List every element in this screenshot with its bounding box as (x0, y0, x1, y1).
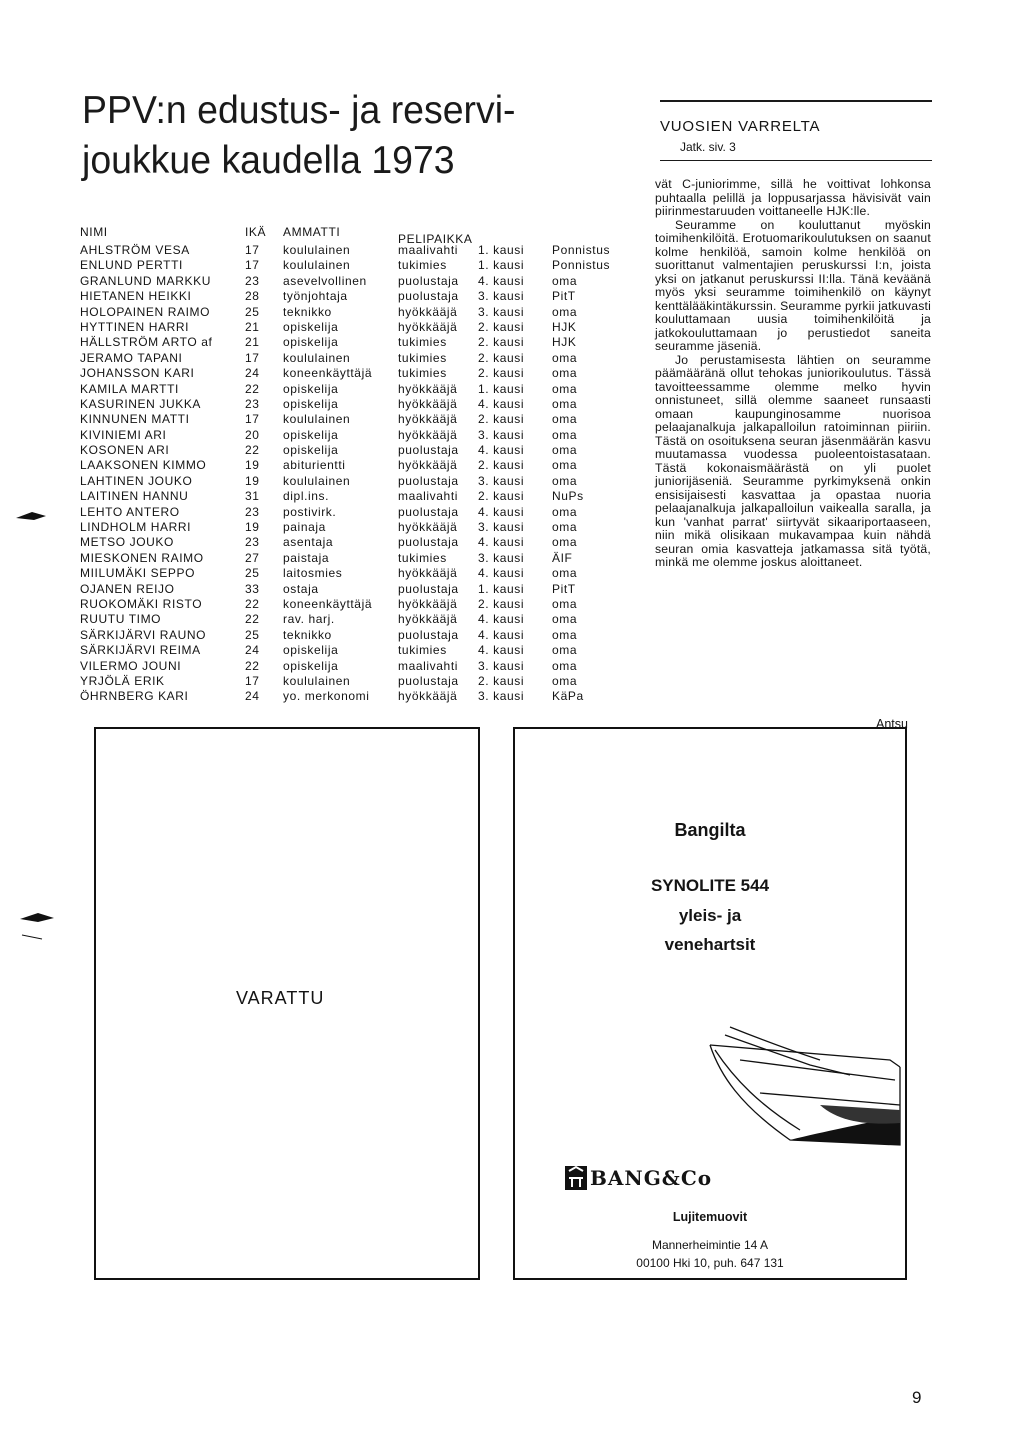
cell-age: 22 (245, 443, 260, 458)
ad-address-line-2: 00100 Hki 10, puh. 647 131 (636, 1256, 784, 1270)
cell-period: 3. kausi (478, 689, 525, 704)
cell-period: 2. kausi (478, 596, 525, 611)
cell-club: oma (552, 643, 578, 658)
cell-occupation: opiskelija (283, 643, 339, 658)
boat-side-shade (820, 1105, 900, 1124)
cell-position: puolustaja (398, 581, 459, 596)
column-top-rule (660, 100, 932, 102)
cell-age: 23 (245, 273, 260, 288)
roster-row (80, 289, 640, 304)
cell-occupation: koululainen (283, 350, 351, 365)
cell-name: LINDHOLM HARRI (80, 520, 192, 535)
reserved-label: VARATTU (236, 988, 325, 1008)
roster-row (80, 674, 640, 689)
cell-occupation: rav. harj. (283, 612, 335, 627)
cell-age: 24 (245, 689, 260, 704)
cell-position: hyökkääjä (398, 427, 458, 442)
roster-row (80, 659, 640, 674)
title-line-2: joukkue kaudella 1973 (82, 139, 455, 182)
cell-occupation: koululainen (283, 673, 351, 688)
cell-occupation: koululainen (283, 473, 351, 488)
ad-from: Bangilta (674, 820, 746, 840)
cell-club: ÄIF (552, 550, 573, 565)
header-position: PELIPAIKKA (398, 232, 473, 246)
column-paragraph: vät C-juniorimme, sillä he voittivat lohkonsa puhtaalla pelillä ja loppusarjassa hävisivät vain piirinmestaruuden voittaneelle HJK:lle. (655, 177, 931, 218)
cell-position: tukimies (398, 258, 447, 273)
cell-name: LAITINEN HANNU (80, 489, 189, 504)
bang-logo-text: BANG&Co (590, 1166, 713, 1190)
cell-age: 25 (245, 304, 260, 319)
cell-name: SÄRKIJÄRVI RAUNO (80, 627, 207, 642)
boat-top-line (730, 1027, 820, 1060)
cell-age: 22 (245, 596, 260, 611)
cell-name: HYTTINEN HARRI (80, 319, 190, 334)
boat-rail-line (740, 1060, 895, 1080)
roster-row (80, 520, 640, 535)
cell-occupation: yo. merkonomi (283, 689, 370, 704)
roster-row (80, 566, 640, 581)
roster-row (80, 412, 640, 427)
ad-address-line-1: Mannerheimintie 14 A (651, 1238, 769, 1252)
cell-occupation: teknikko (283, 627, 332, 642)
cell-position: hyökkääjä (398, 319, 458, 334)
cell-position: hyökkääjä (398, 396, 458, 411)
cell-position: tukimies (398, 350, 447, 365)
cell-period: 1. kausi (478, 243, 525, 257)
advertisement-box (513, 727, 907, 1280)
cell-name: JERAMO TAPANI (80, 350, 183, 365)
cell-name: RUUTU TIMO (80, 612, 162, 627)
cell-period: 4. kausi (478, 643, 525, 658)
header-name: NIMI (80, 225, 108, 239)
cell-position: hyökkääjä (398, 689, 458, 704)
roster-row (80, 351, 640, 366)
cell-age: 24 (245, 643, 260, 658)
cell-position: puolustaja (398, 627, 459, 642)
roster-row (80, 535, 640, 550)
cell-period: 4. kausi (478, 566, 525, 581)
cell-occupation: opiskelija (283, 443, 339, 458)
cell-position: puolustaja (398, 504, 459, 519)
cell-occupation: paistaja (283, 550, 330, 565)
cell-age: 25 (245, 566, 260, 581)
cell-age: 19 (245, 520, 260, 535)
cell-club: oma (552, 504, 578, 519)
roster-row (80, 612, 640, 627)
roster-row (80, 582, 640, 597)
cell-period: 2. kausi (478, 335, 525, 350)
cell-club: oma (552, 520, 578, 535)
cell-period: 4. kausi (478, 396, 525, 411)
roster-row (80, 689, 640, 704)
cell-club: oma (552, 366, 578, 381)
cell-name: LAAKSONEN KIMMO (80, 458, 207, 473)
cell-name: SÄRKIJÄRVI REIMA (80, 643, 201, 658)
cell-club: oma (552, 673, 578, 688)
cell-club: oma (552, 304, 578, 319)
roster-row (80, 258, 640, 273)
cell-occupation: teknikko (283, 304, 332, 319)
roster-row (80, 397, 640, 412)
roster-row (80, 305, 640, 320)
cell-club: NuPs (552, 489, 584, 504)
cell-period: 2. kausi (478, 489, 525, 504)
cell-position: maalivahti (398, 658, 459, 673)
cell-period: 4. kausi (478, 535, 525, 550)
cell-age: 17 (245, 673, 260, 688)
column-paragraph: Jo perustamisesta lähtien on seuramme päämääränä ollut tehokas juniorikoulutus. Tässä tavoitteessamme olemme melko hyvin onnistuneet, sillä olemme saaneet runsaasti omaan kaupunginosamme nuorisoa pelaajanalkuja jalkapalloilun ratoiminnan piiriin. Tästä on osoituksena seuran jäsenmäärän kasvu muutamassa vuodessa puoleentoistasataan. Tästä kokonaismäärästä on yli puolet juniorijäseniä. Seuramme pyrkimyksenä onkin ensisijaisesti kasvattaa ja opastaa nuoria pelaajanalkuja jalkapalloilun vaikealla saralla, ja kun 'vanhat parrat' siirtyvät sikaariportaaseen, niin mikä olisikaan mukavampaa kuin nähdä seuran omia kasvatteja jatkamassa sitä työtä, minkä me olemme joskus aloittaneet. (655, 352, 931, 569)
cell-club: oma (552, 596, 578, 611)
cell-club: Ponnistus (552, 258, 611, 273)
cell-age: 17 (245, 243, 260, 257)
cell-age: 22 (245, 381, 260, 396)
cell-name: KIVINIEMI ARI (80, 427, 167, 442)
cell-position: puolustaja (398, 443, 459, 458)
roster-row (80, 428, 640, 443)
cell-name: YRJÖLÄ ERIK (80, 673, 165, 688)
cell-age: 25 (245, 627, 260, 642)
page-number: 9 (912, 1388, 922, 1407)
cell-club: oma (552, 612, 578, 627)
cell-position: hyökkääjä (398, 458, 458, 473)
cell-position: puolustaja (398, 273, 459, 288)
cell-age: 22 (245, 612, 260, 627)
cell-club: oma (552, 396, 578, 411)
cell-occupation: koululainen (283, 258, 351, 273)
cell-occupation: koululainen (283, 243, 351, 257)
column-rule (660, 160, 932, 161)
cell-position: maalivahti (398, 489, 459, 504)
cell-position: hyökkääjä (398, 612, 458, 627)
cell-period: 3. kausi (478, 304, 525, 319)
cell-name: ENLUND PERTTI (80, 258, 183, 273)
header-age: IKÄ (245, 225, 267, 239)
ad-product: SYNOLITE 544 (650, 876, 770, 895)
cell-club: oma (552, 627, 578, 642)
cell-club: HJK (552, 319, 577, 334)
cell-age: 23 (245, 396, 260, 411)
cell-position: hyökkääjä (398, 381, 458, 396)
cell-age: 27 (245, 550, 260, 565)
cell-occupation: koululainen (283, 412, 351, 427)
cell-position: puolustaja (398, 473, 459, 488)
cell-position: puolustaja (398, 535, 459, 550)
cell-period: 2. kausi (478, 673, 525, 688)
cell-club: PitT (552, 289, 576, 304)
cell-period: 3. kausi (478, 520, 525, 535)
cell-age: 24 (245, 366, 260, 381)
cell-age: 23 (245, 504, 260, 519)
cell-period: 4. kausi (478, 627, 525, 642)
cell-name: LEHTO ANTERO (80, 504, 180, 519)
cell-occupation: dipl.ins. (283, 489, 330, 504)
cell-club: HJK (552, 335, 577, 350)
cell-occupation: työnjohtaja (283, 289, 348, 304)
cell-occupation: asevelvollinen (283, 273, 367, 288)
cell-club: PitT (552, 581, 576, 596)
cell-name: OJANEN REIJO (80, 581, 175, 596)
cell-name: MIILUMÄKI SEPPO (80, 566, 196, 581)
cell-age: 21 (245, 319, 260, 334)
roster-row (80, 505, 640, 520)
header-occupation: AMMATTI (283, 225, 341, 239)
cell-age: 23 (245, 535, 260, 550)
cell-period: 3. kausi (478, 473, 525, 488)
cell-club: oma (552, 350, 578, 365)
cell-occupation: painaja (283, 520, 326, 535)
cell-period: 2. kausi (478, 366, 525, 381)
cell-club: oma (552, 566, 578, 581)
cell-age: 31 (245, 489, 260, 504)
roster-row (80, 335, 640, 350)
cell-club: KäPa (552, 689, 584, 704)
cell-period: 3. kausi (478, 658, 525, 673)
roster-table (80, 222, 640, 705)
cell-age: 17 (245, 412, 260, 427)
cell-occupation: opiskelija (283, 658, 339, 673)
cell-age: 19 (245, 473, 260, 488)
cell-occupation: ostaja (283, 581, 319, 596)
cell-period: 2. kausi (478, 350, 525, 365)
roster-row (80, 551, 640, 566)
article-title (82, 86, 581, 186)
cell-position: hyökkääjä (398, 520, 458, 535)
cell-club: oma (552, 427, 578, 442)
roster-row (80, 458, 640, 473)
cell-occupation: koneenkäyttäjä (283, 596, 373, 611)
roster-row (80, 597, 640, 612)
ad-description-line-1: yleis- ja (678, 906, 742, 925)
cell-occupation: postivirk. (283, 504, 337, 519)
cell-age: 28 (245, 289, 260, 304)
roster-row (80, 443, 640, 458)
cell-period: 4. kausi (478, 504, 525, 519)
cell-name: KAMILA MARTTI (80, 381, 179, 396)
cell-name: LAHTINEN JOUKO (80, 473, 193, 488)
cell-age: 21 (245, 335, 260, 350)
cell-name: MIESKONEN RAIMO (80, 550, 204, 565)
scan-mark-arrow-icon (16, 905, 56, 941)
cell-club: oma (552, 535, 578, 550)
cell-name: HIETANEN HEIKKI (80, 289, 192, 304)
cell-name: JOHANSSON KARI (80, 366, 195, 381)
cell-name: GRANLUND MARKKU (80, 273, 212, 288)
roster-row (80, 643, 640, 658)
cell-position: tukimies (398, 335, 447, 350)
cell-position: hyökkääjä (398, 566, 458, 581)
cell-period: 3. kausi (478, 427, 525, 442)
boat-illustration (700, 1005, 905, 1155)
cell-period: 2. kausi (478, 412, 525, 427)
cell-name: HÄLLSTRÖM ARTO af (80, 335, 213, 350)
cell-period: 1. kausi (478, 258, 525, 273)
cell-name: AHLSTRÖM VESA (80, 243, 190, 257)
ad-tagline: Lujitemuovit (672, 1210, 748, 1224)
cell-period: 3. kausi (478, 289, 525, 304)
roster-body (80, 243, 640, 705)
roster-row (80, 628, 640, 643)
cell-club: oma (552, 458, 578, 473)
cell-name: METSO JOUKO (80, 535, 174, 550)
cell-club: oma (552, 473, 578, 488)
roster-row (80, 366, 640, 381)
cell-name: ÖHRNBERG KARI (80, 689, 189, 704)
cell-name: KOSONEN ARI (80, 443, 170, 458)
cell-period: 2. kausi (478, 458, 525, 473)
cell-position: tukimies (398, 550, 447, 565)
roster-row (80, 243, 640, 258)
cell-position: puolustaja (398, 289, 459, 304)
roster-row (80, 274, 640, 289)
cell-age: 19 (245, 458, 260, 473)
cell-position: hyökkääjä (398, 412, 458, 427)
cell-occupation: opiskelija (283, 319, 339, 334)
cell-club: oma (552, 443, 578, 458)
cell-club: oma (552, 412, 578, 427)
cell-position: tukimies (398, 366, 447, 381)
cell-age: 33 (245, 581, 260, 596)
cell-position: hyökkääjä (398, 596, 458, 611)
roster-row (80, 489, 640, 504)
column-body (655, 178, 931, 570)
cell-age: 17 (245, 350, 260, 365)
scan-mark-arrow-icon (14, 506, 48, 528)
column-signature: Antsu (876, 717, 908, 731)
cell-club: oma (552, 273, 578, 288)
cell-position: puolustaja (398, 673, 459, 688)
cell-club: oma (552, 381, 578, 396)
cell-name: RUOKOMÄKI RISTO (80, 596, 203, 611)
roster-header (80, 222, 640, 246)
cell-position: tukimies (398, 643, 447, 658)
cell-club: oma (552, 658, 578, 673)
cell-occupation: laitosmies (283, 566, 343, 581)
cell-occupation: asentaja (283, 535, 334, 550)
cell-age: 20 (245, 427, 260, 442)
roster-row (80, 382, 640, 397)
boat-side-line (760, 1093, 900, 1105)
cell-occupation: abiturientti (283, 458, 346, 473)
cell-occupation: opiskelija (283, 427, 339, 442)
cell-name: KASURINEN JUKKA (80, 396, 202, 411)
cell-occupation: koneenkäyttäjä (283, 366, 373, 381)
cell-period: 4. kausi (478, 443, 525, 458)
cell-age: 22 (245, 658, 260, 673)
cell-age: 17 (245, 258, 260, 273)
cell-name: VILERMO JOUNI (80, 658, 182, 673)
cell-name: KINNUNEN MATTI (80, 412, 190, 427)
column-subtitle: Jatk. siv. 3 (680, 140, 736, 154)
title-line-1: PPV:n edustus- ja reservi- (82, 89, 516, 132)
roster-row (80, 320, 640, 335)
cell-occupation: opiskelija (283, 335, 339, 350)
cell-occupation: opiskelija (283, 396, 339, 411)
cell-period: 1. kausi (478, 581, 525, 596)
cell-club: Ponnistus (552, 243, 611, 257)
cell-period: 3. kausi (478, 550, 525, 565)
cell-period: 4. kausi (478, 273, 525, 288)
cell-period: 1. kausi (478, 381, 525, 396)
cell-position: maalivahti (398, 243, 459, 257)
cell-period: 4. kausi (478, 612, 525, 627)
cell-period: 2. kausi (478, 319, 525, 334)
ad-description-line-2: venehartsit (664, 935, 756, 954)
cell-occupation: opiskelija (283, 381, 339, 396)
cell-position: hyökkääjä (398, 304, 458, 319)
column-title: VUOSIEN VARRELTA (660, 118, 821, 135)
cell-name: HOLOPAINEN RAIMO (80, 304, 211, 319)
roster-row (80, 474, 640, 489)
column-paragraph: Seuramme on kouluttanut myöskin toimihenkilöitä. Erotuomarikoulutuksen on saanut kolme henkilöä, samoin kolme henkilöä on suorittanut valmentajien peruskurssi I:n, joista yksi on jatkanut peruskurssi II:lla. Tänä keväänä myös yksi seuramme toimihenkilö on käynyt kenttälääkintäkurssin. Seuramme pyrkii jatkuvasti kouluttamaan uusia toimihenkilöitä ja jatkokouluttamaan jo perustiedot saneita seuramme jäseniä. (655, 217, 932, 353)
